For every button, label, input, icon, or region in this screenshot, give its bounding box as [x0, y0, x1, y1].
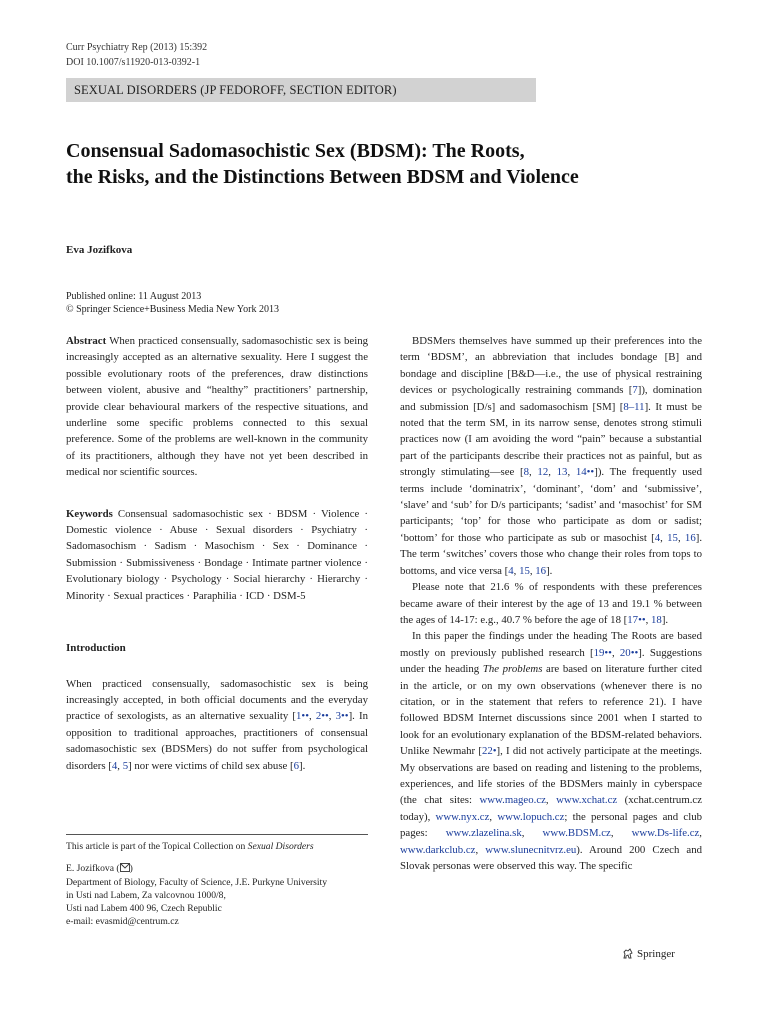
citation-link[interactable]: 2••: [315, 710, 329, 723]
citation-link[interactable]: 17••: [627, 613, 646, 626]
publication-info: [66, 290, 279, 316]
author-name: Eva Jozifkova: [66, 244, 133, 256]
collection-name: Sexual Disorders: [247, 841, 314, 852]
citation-link[interactable]: 5: [122, 759, 129, 772]
text-run: ]. Suggestions under the heading: [400, 646, 703, 676]
published-date: Published online: 11 August 2013: [66, 291, 202, 302]
text-run: In this paper the findings under the heading The Roots are based mostly on previously published research [: [400, 630, 702, 659]
text-run: ], I did not actively participate at the meetings. My observations are based on reading and listening to the problems, experiences, and life stories of the BDSMers mainly in cyberspace (the chat sites:: [400, 745, 702, 807]
citation-link[interactable]: 15: [519, 564, 530, 577]
abstract: [66, 333, 368, 481]
text-run: ,: [308, 710, 316, 723]
text-run: ]). The frequently used terms include ‘dominatrix’, ‘dominant’, ‘dom’ and ‘submissive’, ‘slave’ and ‘sub’ for D/s participants; ‘sadist’ and ‘masochist’ for SM participants; ‘top’ for those who participate as dom or sadist; ‘bottom’ for those who participate as sub or masochist [: [400, 466, 702, 544]
citation-link[interactable]: 8–11: [623, 400, 645, 413]
address-line: in Usti nad Labem, Za valcovnou 1000/8,: [66, 890, 226, 901]
citation-link[interactable]: 1••: [296, 710, 309, 723]
keywords-label: Keywords: [66, 507, 113, 520]
web-link[interactable]: www.BDSM.cz: [542, 827, 611, 840]
email[interactable]: e-mail: evasmid@centrum.cz: [66, 916, 179, 927]
text-run: ,: [475, 843, 486, 856]
text-run: Please note that 21.6 % of respondents with these preferences became aware of their interest by the age of 13 and 19.1 % between the ages of 14-17: e.g., 40.7 % before the age of 18 [: [400, 581, 702, 626]
left-column: [66, 333, 368, 774]
text-run: ; the personal pages and club pages:: [400, 810, 702, 840]
introduction-paragraph: [66, 676, 368, 774]
web-link[interactable]: www.Ds-life.cz: [631, 827, 700, 840]
text-run: ,: [117, 759, 123, 772]
citation-link[interactable]: 22•: [481, 745, 497, 758]
publisher-name: Springer: [637, 948, 675, 960]
citation-link[interactable]: 8: [523, 466, 529, 479]
text-run: ,: [545, 794, 557, 807]
text-run: This article is part of the Topical Collection on: [66, 841, 248, 852]
text-run: ,: [677, 531, 685, 544]
text-run: ,: [567, 466, 576, 479]
text-run: ]. In opposition to traditional approaches, practitioners of consensual sadomasochistic sex (BDSMers) do not suffer from psychological disorders [: [66, 710, 368, 772]
article-title: [66, 138, 706, 190]
web-link[interactable]: www.xchat.cz: [556, 794, 618, 807]
text-run: ] nor were victims of child sex abuse [: [128, 759, 294, 772]
paragraph: [400, 333, 702, 579]
keywords: [66, 506, 368, 604]
text-run: ,: [611, 646, 620, 659]
text-run: ). Around 200 Czech and Slovak personas were observed this way. The specific: [400, 843, 702, 872]
text-run: ]. It must be noted that the term SM, in its narrow sense, denotes strong stimuli practices now (I am avoiding the word “pain” because a substantial part of the participants describe their practices not as painful, but as strongly stimulating—see [: [400, 400, 702, 479]
citation-link[interactable]: 16: [684, 531, 696, 544]
citation-link[interactable]: 4: [508, 564, 514, 577]
citation-link[interactable]: 13: [556, 466, 568, 479]
section-heading-introduction: Introduction: [66, 642, 126, 655]
address-line: Usti nad Labem 400 96, Czech Republic: [66, 903, 222, 914]
citation-link[interactable]: 14••: [575, 466, 595, 479]
abstract-label: Abstract: [66, 335, 107, 347]
abstract-text: When practiced consensually, sadomasochistic sex is being increasingly accepted as an alternative sexuality. Here I suggest the possible evolutionary roots of the preferences, draw distinctions between violent, abusive and “healthy” practitioners’ partnership, provide clear behavioural markers of the respective situations, and underline some specific problems connected to this sexual preference. Some of the problems are well-known in the community of its practitioners, although they have not yet been described in medical nor scientific sources.: [66, 335, 368, 479]
title-line-2: the Risks, and the Distinctions Between BDSM and Violence: [66, 166, 579, 188]
paragraph: [400, 628, 702, 874]
journal-citation: Curr Psychiatry Rep (2013) 15:392: [66, 42, 208, 53]
citation-link[interactable]: 7: [632, 384, 638, 397]
citation-link[interactable]: 3••: [335, 710, 349, 723]
text-run: ].: [299, 759, 306, 772]
text-run: ,: [660, 531, 668, 544]
web-link[interactable]: www.slunecnitvrz.eu: [485, 843, 577, 856]
text-run: ].: [546, 564, 553, 577]
footnote-divider: [66, 834, 368, 835]
topical-collection-note: [66, 840, 368, 853]
title-line-1: Consensual Sadomasochistic Sex (BDSM): The Roots,: [66, 140, 525, 162]
text-run: ,: [529, 466, 538, 479]
text-run: ): [129, 863, 133, 874]
text-run: ,: [529, 564, 536, 577]
address-line: Department of Biology, Faculty of Science, J.E. Purkyne University: [66, 877, 328, 888]
text-run: ].: [661, 613, 669, 626]
web-link[interactable]: www.nyx.cz: [435, 810, 490, 823]
text-run: are based on literature further cited in the article, or on my own observations (whenever there is no citation, or in the statement that refers to reference 21). I have followed BDSM Internet discussions since 2001 when I started to look for an evolutionary explanation of the BDSM-related behaviors. Unlike Newmahr [: [400, 663, 703, 758]
citation-link[interactable]: 4: [111, 759, 118, 772]
section-banner: SEXUAL DISORDERS (JP FEDOROFF, SECTION EDITOR): [66, 78, 536, 102]
citation-link[interactable]: 18: [651, 613, 662, 626]
text-run: ,: [489, 810, 498, 823]
citation-link[interactable]: 15: [667, 531, 678, 544]
paragraph: [400, 579, 702, 628]
web-link[interactable]: www.darkclub.cz: [400, 843, 476, 856]
text-run: ]. The term ‘switches’ covers those who change their roles from tops to bottoms, and vice versa [: [400, 531, 703, 577]
citation-link[interactable]: 16: [535, 564, 547, 577]
web-link[interactable]: www.mageo.cz: [479, 794, 546, 807]
text-run: ,: [548, 466, 557, 479]
publisher-logo: [622, 948, 675, 960]
doi: DOI 10.1007/s11920-013-0392-1: [66, 57, 201, 68]
citation-link[interactable]: 12: [537, 466, 549, 479]
italic-heading-ref: The problems: [482, 663, 543, 676]
citation-link[interactable]: 4: [654, 531, 661, 544]
text-run: When practiced consensually, sadomasochistic sex is being increasingly accepted, in both official documents and the everyday practice of sexologists, as an alternative sexuality [: [66, 677, 368, 723]
text-run: (xchat.centrum.cz today),: [400, 794, 702, 823]
address-name: [66, 862, 368, 876]
text-run: ,: [699, 827, 702, 840]
web-link[interactable]: www.lopuch.cz: [497, 810, 565, 823]
text-run: E. Jozifkova (: [66, 863, 120, 874]
citation-link[interactable]: 20••: [619, 646, 639, 659]
citation-link[interactable]: 6: [293, 759, 300, 772]
text-run: ,: [521, 827, 543, 840]
springer-horse-icon: [622, 948, 634, 960]
author-address: [66, 862, 368, 928]
web-link[interactable]: www.zlazelina.sk: [445, 827, 522, 840]
text-run: ,: [610, 827, 632, 840]
journal-header: [66, 40, 207, 70]
keywords-text: Consensual sadomasochistic sex · BDSM · Violence · Domestic violence · Abuse · Sexual disorders · Psychiatry · Sadomasochism · Sadism · Masochism · Sex · Dominance · Submission · Submissiveness · Bondage · Intimate partner violence · Evolutionary biology · Psychology · Social hierarchy · Hierarchy · Minority · Sexual practices · Paraphilia · ICD · DSM-5: [66, 507, 368, 602]
text-run: BDSMers themselves have summed up their preferences into the term ‘BDSM’, an abbreviation that includes bondage [B] and bondage and discipline [B&D—i.e., the use of physical restraining devices or psychologically restraining commands [: [400, 335, 702, 397]
text-run: ,: [328, 710, 336, 723]
envelope-icon[interactable]: [120, 863, 130, 876]
citation-link[interactable]: 19••: [593, 646, 612, 659]
copyright: © Springer Science+Business Media New York 2013: [66, 304, 279, 315]
text-run: ,: [645, 613, 652, 626]
right-column: [400, 333, 702, 874]
text-run: ,: [513, 564, 520, 577]
text-run: ]), domination and submission [D/s] and sadomasochism [SM] [: [400, 384, 702, 413]
